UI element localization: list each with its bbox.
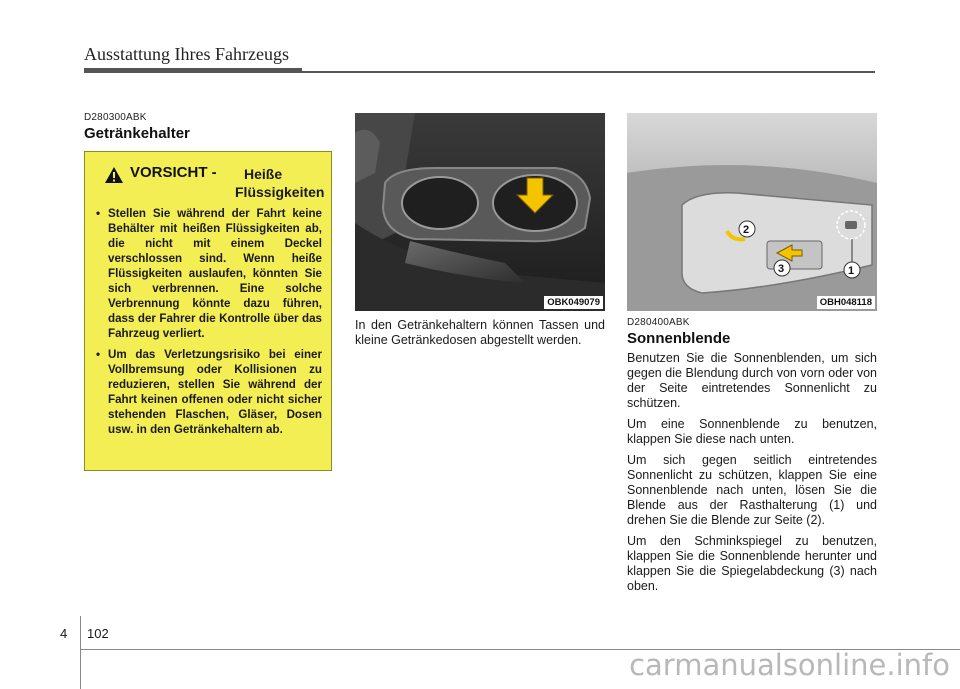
sunvisor-photo <box>627 113 877 311</box>
header-rule <box>84 68 302 73</box>
sunvisor-paragraph: Benutzen Sie die Sonnenblenden, um sich gegen die Blendung durch von vorn oder von der Seite eintretendes Sonnenlicht zu schützen. <box>627 351 877 410</box>
warning-triangle-icon <box>104 166 124 184</box>
caution-item: • Um das Verletzungsrisiko bei einer Vollbremsung oder Kollisionen zu reduzieren, stellen Sie während der Fahrt keinen offenen oder nicht sicher stehenden Flaschen, Gläser, Dosen usw. in den Getränkehaltern ab. <box>96 348 322 436</box>
cupholder-section <box>84 112 334 142</box>
section-heading: Getränkehalter <box>84 125 190 142</box>
cupholder-photo <box>355 113 605 311</box>
caution-subtitle-2: Flüssigkeiten <box>235 184 325 200</box>
page-number: 102 <box>87 626 109 641</box>
chapter-number: 4 <box>60 626 68 641</box>
section-code: D280300ABK <box>84 112 147 123</box>
cupholder-body: In den Getränkehaltern können Tassen und kleine Getränkedosen abgestellt werden. <box>355 318 605 347</box>
caution-box <box>84 151 332 471</box>
sunvisor-section <box>627 317 877 600</box>
callout-1: 1 <box>848 265 855 277</box>
header-rule-thin <box>302 71 875 73</box>
section-heading: Sonnenblende <box>627 330 731 347</box>
section-code: D280400ABK <box>627 317 690 328</box>
caution-header <box>94 162 325 206</box>
sunvisor-paragraph: Um eine Sonnenblende zu benutzen, klappen Sie diese nach unten. <box>627 417 877 446</box>
image-caption: OBH048118 <box>817 296 875 309</box>
caution-label: VORSICHT - <box>130 164 217 181</box>
caution-item: • Stellen Sie während der Fahrt keine Behälter mit heißen Flüssigkeiten ab, die nicht mit einem Deckel verschlossen sind. Wenn heiße Flüssigkeiten auslaufen, könnten Sie sich verbrennen. Eine solche Verbrennung könnte dazu führen, dass der Fahrer die Kontrolle über das Fahrzeug verliert. <box>96 207 322 340</box>
callout-3: 3 <box>778 263 785 275</box>
sunvisor-paragraph: Um den Schminkspiegel zu benutzen, klappen Sie die Sonnenblende herunter und klappen Sie die Spiegelabdeckung (3) nach oben. <box>627 534 877 593</box>
image-caption: OBK049079 <box>544 296 603 309</box>
footer-divider <box>80 616 81 689</box>
cupholder-illustration <box>355 113 605 311</box>
caution-subtitle-1: Heiße <box>244 166 283 182</box>
caution-item-text: Stellen Sie während der Fahrt keine Behälter mit heißen Flüssigkeiten ab, die nicht mit einem Deckel verschlossen sind. Wenn heiße Flüssigkeiten auslaufen, könnten Sie sich verbrennen. Eine solche Verbrennung könnte dazu führen, dass der Fahrer die Kontrolle über das Fahrzeug verliert. <box>108 207 322 340</box>
watermark: carmanualsonline.info <box>629 648 950 682</box>
caution-list <box>94 206 322 437</box>
page-header-title: Ausstattung Ihres Fahrzeugs <box>84 44 289 64</box>
caution-item-text: Um das Verletzungsrisiko bei einer Vollbremsung oder Kollisionen zu reduzieren, stellen Sie während der Fahrt keinen offenen oder nicht sicher stehenden Flaschen, Gläser, Dosen usw. in den Getränkehaltern ab. <box>108 348 322 436</box>
sunvisor-illustration <box>627 113 877 311</box>
sunvisor-paragraph: Um sich gegen seitlich eintretendes Sonnenlicht zu schützen, klappen Sie eine Sonnenblende nach unten, lösen Sie die Blende aus der Rasthalterung (1) und drehen Sie die Blende zur Seite (2). <box>627 453 877 527</box>
callout-2: 2 <box>743 224 750 236</box>
